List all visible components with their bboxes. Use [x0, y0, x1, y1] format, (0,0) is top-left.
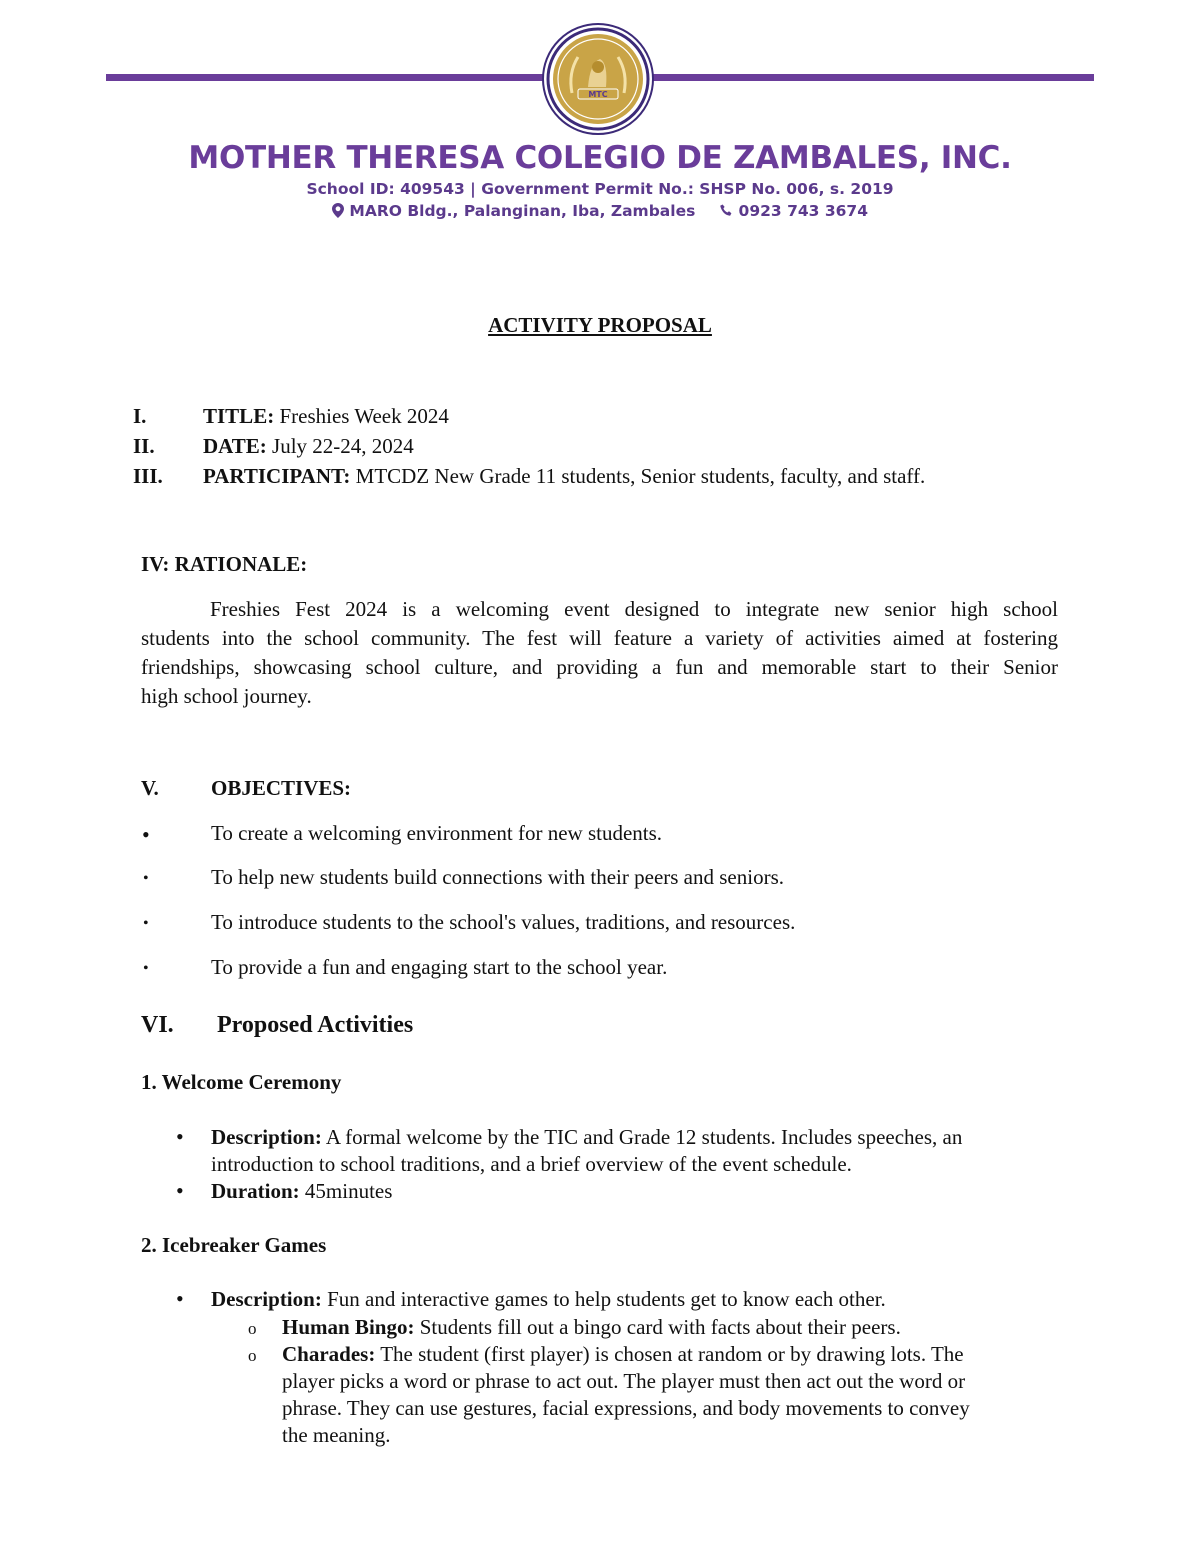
- phone-icon: [720, 202, 738, 220]
- charades-line: [282, 1341, 1062, 1368]
- duration-label: Duration:: [211, 1179, 300, 1203]
- bullet-icon: •: [176, 1124, 184, 1149]
- info-num: I.: [133, 404, 147, 428]
- school-ids-line: School ID: 409543 | Government Permit No.: SHSP No. 006, s. 2019: [306, 180, 894, 198]
- letterhead-bar-left: [106, 74, 544, 81]
- activities-heading: Proposed Activities: [217, 1012, 414, 1038]
- welcome-duration: [211, 1178, 392, 1204]
- charades-label: Charades:: [282, 1342, 376, 1366]
- info-value: MTCDZ New Grade 11 students, Senior students, faculty, and staff.: [350, 464, 926, 488]
- bullet-icon: •: [143, 960, 149, 977]
- charades-line: player picks a word or phrase to act out. The player must then act out the word or: [282, 1369, 966, 1393]
- bullet-icon: •: [176, 1286, 184, 1311]
- charades-text: The student (first player) is chosen at random or by drawing lots. The: [375, 1342, 964, 1366]
- welcome-description-line: introduction to school traditions, and a brief overview of the event schedule.: [211, 1152, 852, 1176]
- description-label: Description:: [211, 1125, 322, 1149]
- school-phone: 0923 743 3674: [738, 202, 868, 220]
- bullet-icon: •: [143, 915, 149, 932]
- info-label: DATE:: [203, 434, 267, 458]
- location-pin-icon: [332, 202, 349, 220]
- objective-item: To provide a fun and engaging start to the school year.: [211, 955, 668, 979]
- school-contact-line: [0, 202, 1200, 220]
- human-bingo-label: Human Bingo:: [282, 1315, 415, 1339]
- info-label: PARTICIPANT:: [203, 464, 351, 488]
- charades-item: [282, 1341, 1062, 1449]
- icebreaker-description: [211, 1286, 886, 1312]
- bullet-icon: •: [176, 1178, 184, 1203]
- welcome-description: [211, 1124, 1071, 1178]
- info-text: [203, 403, 449, 429]
- logo-text: MTC: [588, 90, 608, 99]
- letterhead-bar-right: [652, 74, 1094, 81]
- rationale-heading: IV: RATIONALE:: [141, 552, 308, 576]
- sub-bullet-icon: o: [248, 1346, 257, 1365]
- rationale-line: high school journey.: [141, 684, 312, 708]
- document-title: ACTIVITY PROPOSAL: [488, 313, 712, 337]
- description-label: Description:: [211, 1287, 322, 1311]
- charades-line: the meaning.: [282, 1423, 391, 1447]
- charades-line: phrase. They can use gestures, facial expressions, and body movements to convey: [282, 1396, 970, 1420]
- rationale-line: friendships, showcasing school culture, and providing a fun and memorable start to their Senior: [141, 655, 1058, 679]
- school-seal-logo: [542, 23, 654, 135]
- objective-item: To help new students build connections with their peers and seniors.: [211, 865, 784, 889]
- info-text: [203, 433, 414, 459]
- school-address: MARO Bldg., Palanginan, Iba, Zambales: [349, 202, 696, 220]
- bullet-icon: •: [143, 870, 149, 887]
- rationale-line: students into the school community. The fest will feature a variety of activities aimed at fostering: [141, 626, 1058, 650]
- school-name: MOTHER THERESA COLEGIO DE ZAMBALES, INC.: [188, 140, 1012, 176]
- rationale-line: [141, 595, 1058, 624]
- welcome-description-line: [211, 1124, 1071, 1151]
- info-num: III.: [133, 464, 163, 488]
- objectives-num: V.: [141, 776, 159, 800]
- objective-item: To introduce students to the school's values, traditions, and resources.: [211, 910, 796, 934]
- welcome-ceremony-title: 1. Welcome Ceremony: [141, 1070, 342, 1094]
- duration-value: 45minutes: [299, 1179, 393, 1203]
- rationale-paragraph: [141, 595, 1058, 711]
- description-text: Fun and interactive games to help students get to know each other.: [321, 1287, 886, 1311]
- objective-item: To create a welcoming environment for new students.: [211, 821, 663, 845]
- info-text: [203, 463, 925, 489]
- objectives-heading: OBJECTIVES:: [211, 776, 352, 800]
- sub-bullet-icon: o: [248, 1319, 257, 1338]
- description-text: A formal welcome by the TIC and Grade 12 students. Includes speeches, an: [321, 1125, 963, 1149]
- info-label: TITLE:: [203, 404, 275, 428]
- info-value: July 22-24, 2024: [266, 434, 414, 458]
- human-bingo-item: [282, 1314, 901, 1340]
- info-value: Freshies Week 2024: [274, 404, 449, 428]
- bullet-icon: •: [142, 822, 150, 847]
- rationale-text: Freshies Fest 2024 is a welcoming event designed to integrate new senior high school: [210, 597, 1058, 621]
- human-bingo-text: Students fill out a bingo card with facts about their peers.: [414, 1315, 901, 1339]
- info-num: II.: [133, 434, 155, 458]
- icebreaker-games-title: 2. Icebreaker Games: [141, 1233, 327, 1257]
- activities-num: VI.: [141, 1012, 174, 1038]
